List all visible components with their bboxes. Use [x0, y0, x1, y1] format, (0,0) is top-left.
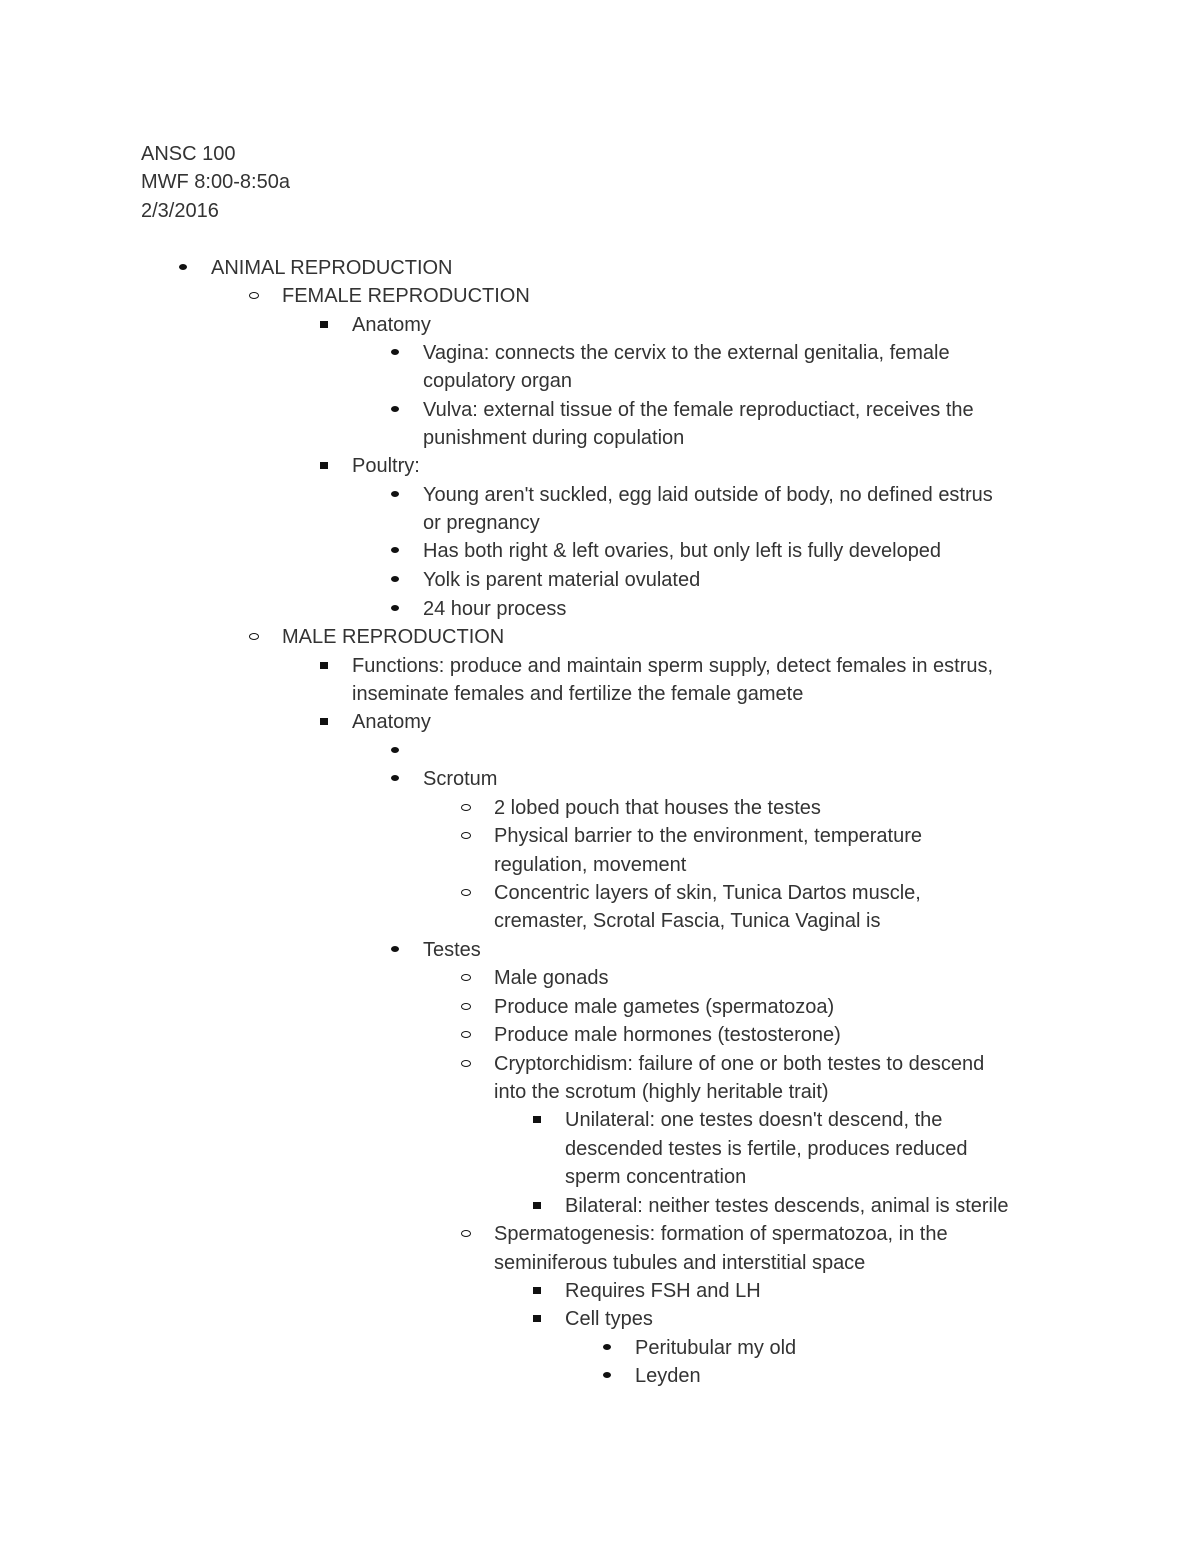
disc-bullet-icon: [385, 597, 405, 621]
outline-item-poultry: Poultry:: [352, 455, 420, 477]
outline-item-ovaries: Has both right & left ovaries, but only left is fully developed: [423, 540, 942, 562]
outline-item-testes: Testes: [423, 939, 481, 961]
disc-bullet-icon: [385, 398, 405, 422]
disc-bullet-icon: [597, 1364, 617, 1388]
outline-item-animal-reproduction: ANIMAL REPRODUCTION: [211, 257, 453, 279]
square-bullet-icon: [314, 710, 334, 734]
circle-bullet-icon: [244, 284, 264, 308]
outline-item-functions-cont: inseminate females and fertilize the female gamete: [352, 683, 804, 705]
circle-bullet-icon: [456, 1023, 476, 1047]
circle-bullet-icon: [244, 625, 264, 649]
square-bullet-icon: [527, 1194, 547, 1218]
outline-item-cryptorchidism-cont: into the scrotum (highly heritable trait): [494, 1081, 829, 1103]
circle-bullet-icon: [456, 1052, 476, 1076]
square-bullet-icon: [527, 1279, 547, 1303]
outline-item-female-anatomy: Anatomy: [352, 314, 431, 336]
disc-bullet-icon: [385, 539, 405, 563]
outline-item-female-reproduction: FEMALE REPRODUCTION: [282, 285, 530, 307]
outline-item-scrotum: Scrotum: [423, 768, 498, 790]
circle-bullet-icon: [456, 1222, 476, 1246]
outline-item-vagina: Vagina: connects the cervix to the external genitalia, female: [423, 342, 950, 364]
disc-bullet-icon: [597, 1336, 617, 1360]
outline-item-unilateral: Unilateral: one testes doesn't descend, the: [565, 1109, 943, 1131]
square-bullet-icon: [314, 654, 334, 678]
lecture-date: 2/3/2016: [141, 200, 219, 222]
outline-item-layers: Concentric layers of skin, Tunica Dartos muscle,: [494, 882, 921, 904]
outline-item-male-anatomy: Anatomy: [352, 711, 431, 733]
disc-bullet-icon: [385, 341, 405, 365]
circle-bullet-icon: [456, 881, 476, 905]
circle-bullet-icon: [456, 966, 476, 990]
outline-item-cryptorchidism: Cryptorchidism: failure of one or both testes to descend: [494, 1053, 985, 1075]
outline-item-process: 24 hour process: [423, 598, 567, 620]
outline-item-gametes: Produce male gametes (spermatozoa): [494, 996, 835, 1018]
outline-item-vulva: Vulva: external tissue of the female reproductiact, receives the: [423, 399, 974, 421]
outline-item-hormones: Produce male hormones (testosterone): [494, 1024, 841, 1046]
circle-bullet-icon: [456, 796, 476, 820]
outline-item-pouch: 2 lobed pouch that houses the testes: [494, 797, 821, 819]
outline-item-requires: Requires FSH and LH: [565, 1280, 761, 1302]
disc-bullet-icon: [385, 483, 405, 507]
course-title: ANSC 100: [141, 143, 236, 165]
outline-item-functions: Functions: produce and maintain sperm supply, detect females in estrus,: [352, 655, 994, 677]
disc-bullet-icon: [173, 256, 193, 280]
class-schedule: MWF 8:00-8:50a: [141, 171, 290, 193]
outline-item-barrier-cont: regulation, movement: [494, 854, 687, 876]
outline-item-layers-cont: cremaster, Scrotal Fascia, Tunica Vaginal is: [494, 910, 881, 932]
outline-item-gonads: Male gonads: [494, 967, 609, 989]
circle-bullet-icon: [456, 995, 476, 1019]
disc-bullet-icon: [385, 767, 405, 791]
square-bullet-icon: [527, 1108, 547, 1132]
outline-item-spermatogenesis: Spermatogenesis: formation of spermatozoa, in the: [494, 1223, 948, 1245]
square-bullet-icon: [314, 313, 334, 337]
outline-item-bilateral: Bilateral: neither testes descends, animal is sterile: [565, 1195, 1009, 1217]
outline-item-leyden: Leyden: [635, 1365, 701, 1387]
outline-item-barrier: Physical barrier to the environment, temperature: [494, 825, 922, 847]
outline-item-peritubular: Peritubular my old: [635, 1337, 797, 1359]
outline-item-yolk: Yolk is parent material ovulated: [423, 569, 701, 591]
outline-item-young: Young aren't suckled, egg laid outside of body, no defined estrus: [423, 484, 993, 506]
outline-item-spermatogenesis-cont: seminiferous tubules and interstitial space: [494, 1252, 866, 1274]
disc-bullet-icon: [385, 568, 405, 592]
outline-item-unilateral-cont2: sperm concentration: [565, 1166, 747, 1188]
disc-bullet-icon: [385, 938, 405, 962]
outline-item-vulva-cont: punishment during copulation: [423, 427, 685, 449]
disc-bullet-icon: [385, 739, 405, 763]
outline-item-cell-types: Cell types: [565, 1308, 653, 1330]
outline-item-unilateral-cont: descended testes is fertile, produces reduced: [565, 1138, 968, 1160]
square-bullet-icon: [527, 1307, 547, 1331]
circle-bullet-icon: [456, 824, 476, 848]
square-bullet-icon: [314, 454, 334, 478]
outline-item-vagina-cont: copulatory organ: [423, 370, 572, 392]
outline-item-male-reproduction: MALE REPRODUCTION: [282, 626, 505, 648]
outline-item-young-cont: or pregnancy: [423, 512, 540, 534]
